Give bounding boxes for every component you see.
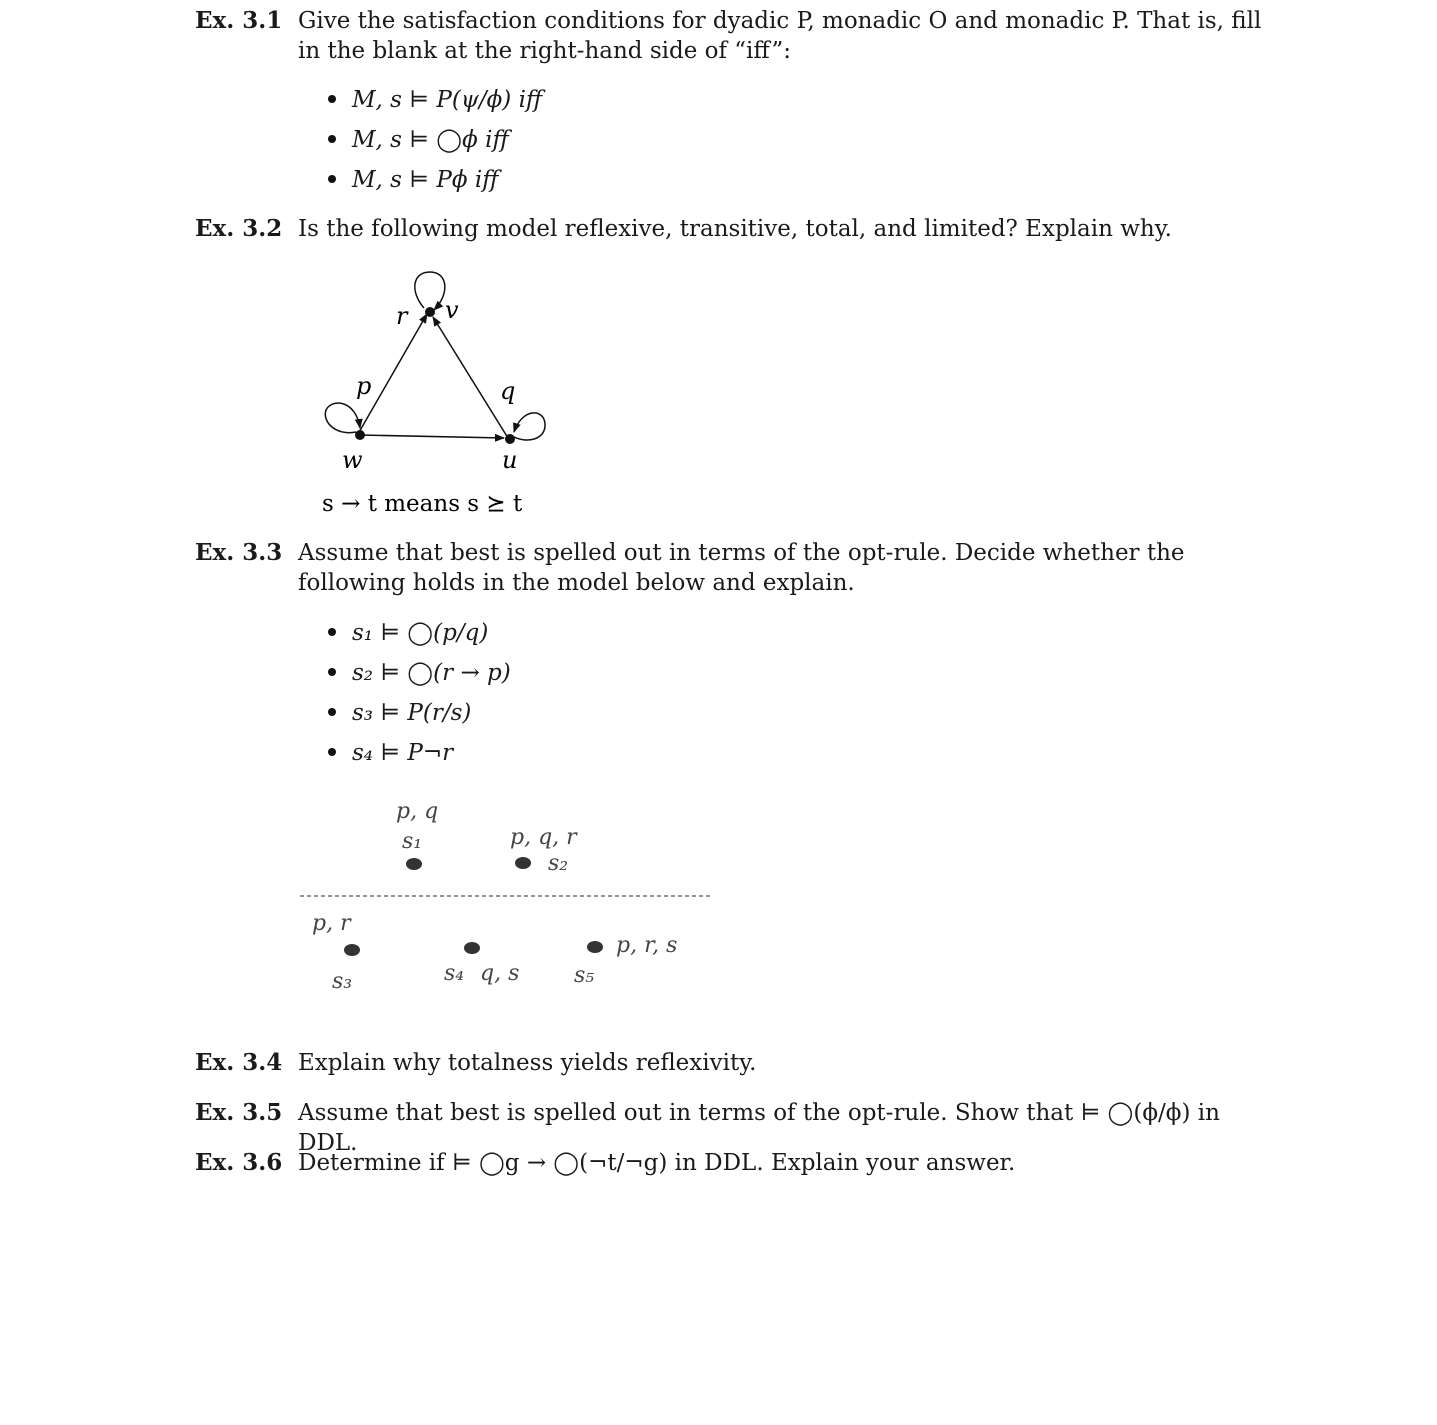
exercise-text: Is the following model reflexive, transitive, total, and limited? Explain why. xyxy=(298,216,1172,242)
props-s4: q, s xyxy=(480,961,520,986)
edge-u-v xyxy=(433,317,508,438)
edge-w-u xyxy=(360,435,504,438)
bullet-list xyxy=(328,80,542,200)
preference-graph xyxy=(300,262,580,524)
loop-u xyxy=(512,413,545,440)
exercise-3-4 xyxy=(195,1048,1265,1078)
exercise-text: Explain why totalness yields reflexivity. xyxy=(298,1050,757,1076)
label-s2: s₂ xyxy=(548,851,569,876)
loop-w xyxy=(325,403,360,433)
exercise-3-3 xyxy=(195,538,1265,598)
node-label-u: u xyxy=(502,446,518,474)
world-s4 xyxy=(464,942,480,954)
valuation-u: q xyxy=(500,377,516,405)
list-item: M, s ⊨ P(ψ/ϕ) iff xyxy=(328,80,542,120)
exercise-label: Ex. 3.3 xyxy=(195,539,283,566)
node-v xyxy=(425,307,435,317)
node-u xyxy=(505,434,515,444)
list-item: s₂ ⊨ ◯(r → p) xyxy=(328,653,511,693)
bullet-icon xyxy=(328,668,336,676)
exercise-label: Ex. 3.1 xyxy=(195,7,283,34)
exercise-text: Give the satisfaction conditions for dyadic P, monadic O and monadic P. That is, fill in the blank at the right-hand side of “iff”: xyxy=(298,8,1262,64)
exercise-label: Ex. 3.2 xyxy=(195,215,283,242)
valuation-v: r xyxy=(396,302,408,330)
node-w xyxy=(355,430,365,440)
props-s2: p, q, r xyxy=(510,825,577,850)
bullet-icon xyxy=(328,628,336,636)
graph-caption: s → t means s ⪰ t xyxy=(322,491,523,517)
bullet-icon xyxy=(328,175,336,183)
bullet-icon xyxy=(328,95,336,103)
node-label-v: v xyxy=(445,296,459,324)
label-s4: s₄ xyxy=(444,961,465,986)
exercise-label: Ex. 3.5 xyxy=(195,1099,283,1126)
exercise-3-6 xyxy=(195,1148,1265,1178)
valuation-w: p xyxy=(356,372,372,400)
exercise-text: Determine if ⊨ ◯g → ◯(¬t/¬g) in DDL. Explain your answer. xyxy=(298,1150,1016,1176)
world-s1 xyxy=(406,858,422,870)
world-s3 xyxy=(344,944,360,956)
bullet-list xyxy=(328,613,511,773)
props-s3: p, r xyxy=(312,911,351,936)
opt-rule-model xyxy=(290,790,720,1000)
loop-v xyxy=(415,272,445,310)
list-item: M, s ⊨ Pϕ iff xyxy=(328,160,542,200)
list-item: M, s ⊨ ◯ϕ iff xyxy=(328,120,542,160)
bullet-icon xyxy=(328,135,336,143)
label-s3: s₃ xyxy=(332,969,353,994)
bullet-icon xyxy=(328,708,336,716)
exercise-3-1 xyxy=(195,6,1265,66)
node-label-w: w xyxy=(342,446,363,474)
props-s5: p, r, s xyxy=(616,933,678,958)
list-item: s₄ ⊨ P¬r xyxy=(328,733,511,773)
exercise-text: Assume that best is spelled out in terms of the opt-rule. Show that ⊨ ◯(ϕ/ϕ) in DDL. xyxy=(298,1100,1220,1156)
label-s5: s₅ xyxy=(574,963,595,988)
world-s5 xyxy=(587,941,603,953)
exercise-text: Assume that best is spelled out in terms of the opt-rule. Decide whether the following holds in the model below and explain. xyxy=(298,540,1185,596)
exercise-label: Ex. 3.4 xyxy=(195,1049,283,1076)
list-item: s₁ ⊨ ◯(p/q) xyxy=(328,613,511,653)
exercise-3-2 xyxy=(195,214,1265,244)
world-s2 xyxy=(515,857,531,869)
list-item: s₃ ⊨ P(r/s) xyxy=(328,693,511,733)
exercise-label: Ex. 3.6 xyxy=(195,1149,283,1176)
props-s1: p, q xyxy=(396,799,439,824)
bullet-icon xyxy=(328,748,336,756)
label-s1: s₁ xyxy=(402,829,423,854)
